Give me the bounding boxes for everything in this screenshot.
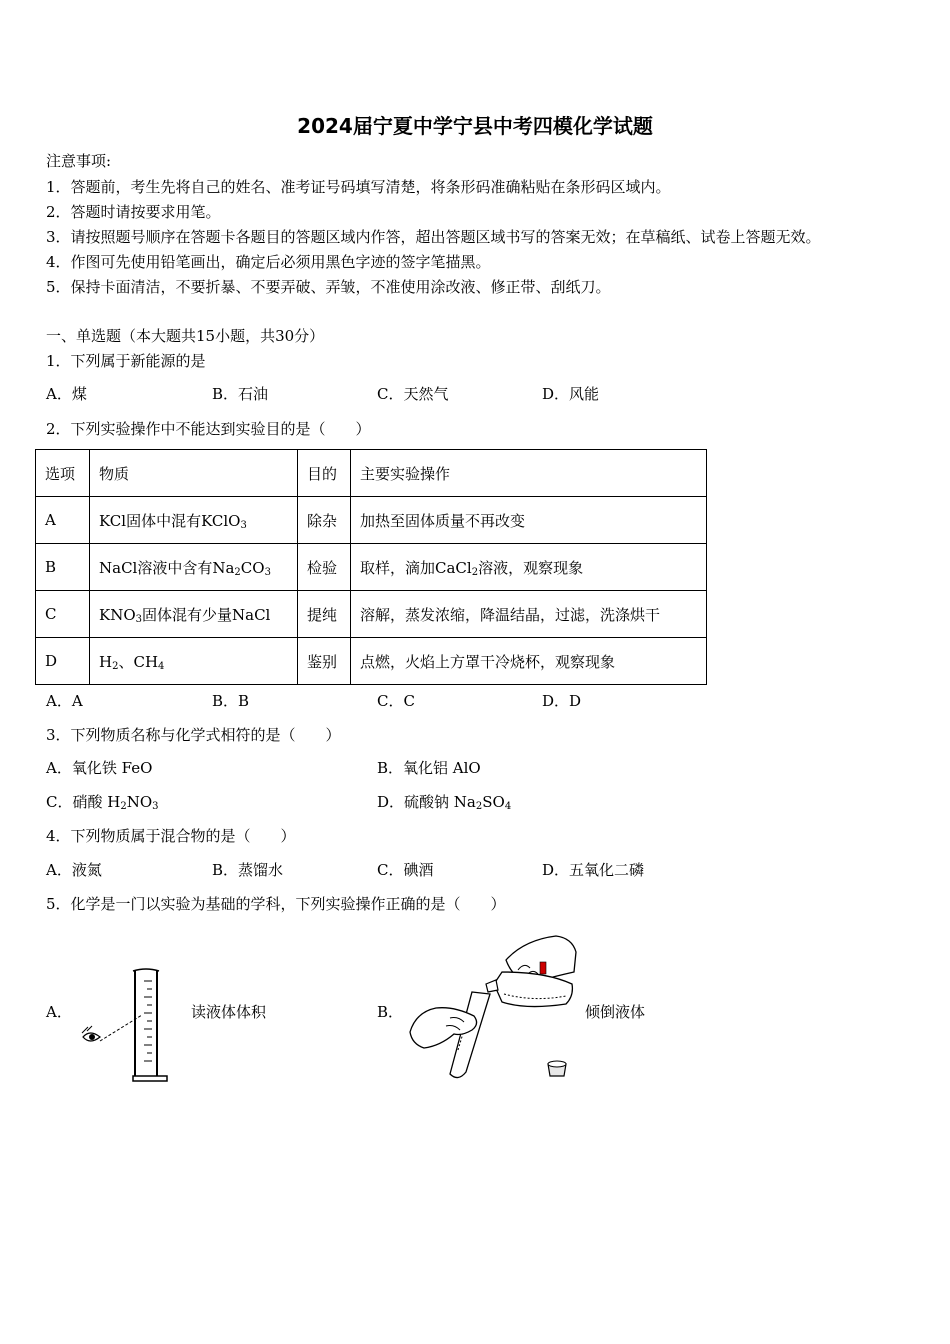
option-cell: B: [36, 544, 90, 591]
question-stem: 4．下列物质属于混合物的是（ ）: [46, 827, 296, 845]
option-c: C．C: [377, 692, 415, 710]
option-b: B．B: [212, 692, 250, 710]
option-d: D．硫酸钠 $Na_2SO_4$: [377, 793, 512, 812]
header-cell: 物质: [90, 450, 298, 497]
experiment-table: [35, 449, 707, 685]
table-row: [36, 591, 707, 638]
table-header-row: [36, 450, 707, 497]
notice-item: 2．答题时请按要求用笔。: [46, 203, 221, 221]
table-row: [36, 544, 707, 591]
page-title: 2024届宁夏中学宁县中考四模化学试题: [297, 114, 653, 138]
option-c: C．天然气: [377, 385, 449, 403]
option-a: A．氧化铁 FeO: [46, 759, 153, 777]
option-d: D．五氧化二磷: [542, 861, 645, 879]
goal-cell: 提纯: [298, 591, 351, 638]
goal-cell: 检验: [298, 544, 351, 591]
question-stem: 3．下列物质名称与化学式相符的是（ ）: [46, 726, 341, 744]
goal-cell: 除杂: [298, 497, 351, 544]
option-a-label: A．: [46, 1003, 72, 1021]
substance-cell: KCl固体中混有KClO$_3$: [90, 497, 298, 544]
table-row: [36, 638, 707, 685]
option-b-label: B．: [377, 1003, 404, 1021]
section-heading: 一、单选题（本大题共15小题，共30分）: [46, 327, 325, 345]
option-c: C．硝酸 $H_2NO_3$: [46, 793, 159, 812]
header-cell: 主要实验操作: [351, 450, 707, 497]
operation-cell: 点燃，火焰上方罩干冷烧杯，观察现象: [351, 638, 707, 685]
graduated-cylinder-figure: [78, 965, 178, 1087]
substance-cell: NaCl溶液中含有$Na_2CO_3$: [90, 544, 298, 591]
notice-heading: 注意事项:: [46, 152, 112, 170]
option-a: A．液氮: [46, 861, 102, 879]
header-cell: 选项: [36, 450, 90, 497]
option-b: B．蒸馏水: [212, 861, 284, 879]
option-cell: D: [36, 638, 90, 685]
option-d: D．D: [542, 692, 582, 710]
option-d: D．风能: [542, 385, 600, 403]
goal-cell: 鉴别: [298, 638, 351, 685]
header-cell: 目的: [298, 450, 351, 497]
option-c: C．碘酒: [377, 861, 434, 879]
pouring-liquid-figure: [406, 932, 582, 1084]
substance-cell: $KNO_3$固体混有少量NaCl: [90, 591, 298, 638]
question-stem: 1．下列属于新能源的是: [46, 352, 206, 370]
notice-item: 4．作图可先使用铅笔画出，确定后必须用黑色字迹的签字笔描黑。: [46, 253, 491, 271]
question-stem: 2．下列实验操作中不能达到实验目的是（ ）: [46, 420, 371, 438]
option-a: A．A: [46, 692, 83, 710]
option-a: A．煤: [46, 385, 87, 403]
option-cell: C: [36, 591, 90, 638]
option-cell: A: [36, 497, 90, 544]
option-a-caption: 读液体体积: [191, 1003, 267, 1021]
option-b-caption: 倾倒液体: [585, 1003, 646, 1021]
notice-item: 1．答题前，考生先将自己的姓名、准考证号码填写清楚，将条形码准确粘贴在条形码区域内。: [46, 178, 671, 196]
question-stem: 5．化学是一门以实验为基础的学科，下列实验操作正确的是（ ）: [46, 895, 506, 913]
operation-cell: 加热至固体质量不再改变: [351, 497, 707, 544]
option-b: B．氧化铝 AlO: [377, 759, 481, 777]
table-row: [36, 497, 707, 544]
option-b: B．石油: [212, 385, 269, 403]
operation-cell: 取样，滴加CaCl$_2$溶液，观察现象: [351, 544, 707, 591]
notice-item: 5．保持卡面清洁，不要折暴、不要弄破、弄皱，不准使用涂改液、修正带、刮纸刀。: [46, 278, 611, 296]
operation-cell: 溶解，蒸发浓缩，降温结晶，过滤，洗涤烘干: [351, 591, 707, 638]
notice-item: 3．请按照题号顺序在答题卡各题目的答题区域内作答，超出答题区域书写的答案无效；在草稿纸、试卷上答题无效。: [46, 228, 821, 246]
substance-cell: $H_2$、$CH_4$: [90, 638, 298, 685]
